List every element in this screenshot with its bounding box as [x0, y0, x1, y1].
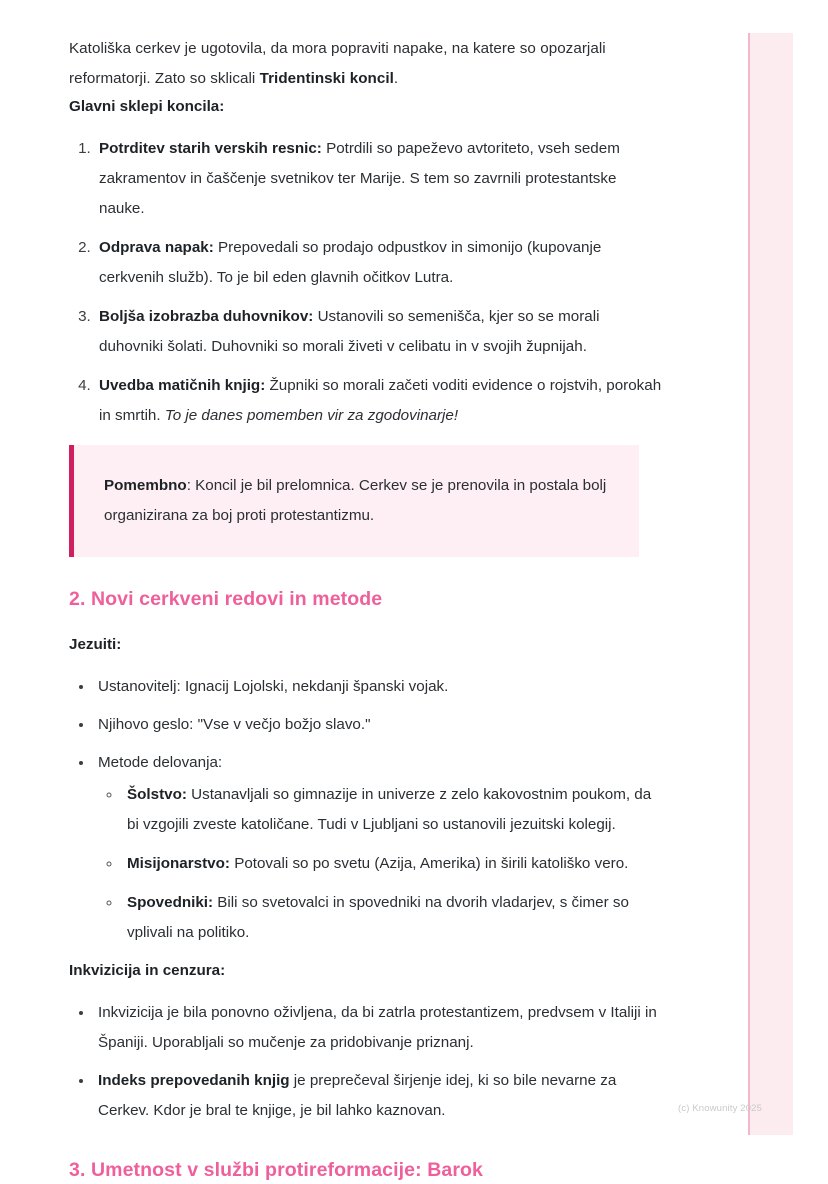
list-item-text: Potrdili so papeževo avtoriteto, vseh sedem zakramentov in čaščenje svetnikov ter Marije. S tem so zavrnili protestantske nauke. — [99, 140, 620, 217]
jesuit-methods-sublist — [98, 780, 663, 948]
callout-text: : Koncil je bil prelomnica. Cerkev se je prenovila in postala bolj organizirana za boj proti protestantizmu. — [104, 477, 607, 524]
list-item-text: Metode delovanja: — [98, 754, 223, 771]
list-item — [95, 371, 663, 431]
callout-paragraph — [104, 471, 609, 531]
list-item — [95, 302, 663, 362]
council-subheading: Glavni sklepi koncila: — [69, 98, 225, 115]
list-item — [94, 672, 663, 702]
section-heading-2: 2. Novi cerkveni redovi in metode — [69, 588, 383, 610]
copyright-watermark: (c) Knowunity 2025 — [678, 1103, 763, 1114]
list-item-term: Spovedniki: — [127, 894, 214, 911]
list-item-text: Ustanovili so semenišča, kjer so se morali duhovniki šolati. Duhovniki so morali živeti v celibatu in v svojih župnijah. — [99, 308, 600, 355]
list-item — [94, 1066, 663, 1126]
list-item-term: Šolstvo: — [127, 786, 187, 803]
list-item-text: Župniki so morali začeti voditi evidence o rojstvih, porokah in smrtih. — [99, 377, 662, 424]
list-item — [94, 710, 663, 740]
inquisition-subheading: Inkvizicija in cenzura: — [69, 962, 226, 979]
list-item-term: Indeks prepovedanih knjig — [98, 1072, 290, 1089]
list-item-term: Uvedba matičnih knjig: — [99, 377, 266, 394]
list-item-term: Odprava napak: — [99, 239, 214, 256]
list-item — [95, 134, 663, 224]
lead-paragraph-text-after: . — [393, 70, 399, 87]
page-edge-decoration — [748, 33, 793, 1135]
council-resolutions-list — [69, 134, 663, 431]
list-item-text: Potovali so po svetu (Azija, Amerika) in širili katoliško vero. — [229, 855, 629, 872]
list-item — [94, 998, 663, 1058]
lead-paragraph-text-before: Katoliška cerkev je ugotovila, da mora popraviti napake, na katere so opozarjali reformatorji. Zato so sklicali — [69, 40, 606, 87]
list-item-term: Misijonarstvo: — [127, 855, 230, 872]
list-item-text: je preprečeval širjenje idej, ki so bile nevarne za Cerkev. Kdor je bral te knjige, je bil lahko kaznovan. — [98, 1072, 617, 1119]
list-item-text: Prepovedali so prodajo odpustkov in simonijo (kupovanje cerkvenih služb). To je bil eden glavnih očitkov Lutra. — [99, 239, 602, 286]
list-item-text: Inkvizicija je bila ponovno oživljena, da bi zatrla protestantizem, predvsem v Italiji in Španiji. Uporabljali so mučenje za pridobivanje priznanj. — [98, 1004, 657, 1051]
list-item-emphasis: To je danes pomemben vir za zgodovinarje! — [164, 407, 459, 424]
section-heading-3: 3. Umetnost v službi protireformacije: Barok — [69, 1159, 483, 1181]
jesuits-subheading: Jezuiti: — [69, 636, 122, 653]
list-item — [94, 748, 663, 948]
list-item — [122, 780, 663, 840]
inquisition-bullet-list — [69, 998, 663, 1126]
lead-paragraph — [69, 34, 637, 94]
important-callout — [69, 445, 639, 557]
list-item — [122, 888, 663, 948]
list-item-term: Boljša izobrazba duhovnikov: — [99, 308, 314, 325]
list-item-text: Ustanavljali so gimnazije in univerze z zelo kakovostnim poukom, da bi vzgojili zveste katoličane. Tudi v Ljubljani so ustanovili jezuitski kolegij. — [127, 786, 652, 833]
list-item-text: Ustanovitelj: Ignacij Lojolski, nekdanji španski vojak. — [98, 678, 449, 695]
callout-label: Pomembno — [104, 477, 187, 494]
list-item-term: Potrditev starih verskih resnic: — [99, 140, 322, 157]
jesuits-bullet-list — [69, 672, 663, 948]
list-item-text: Njihovo geslo: "Vse v večjo božjo slavo." — [98, 716, 371, 733]
lead-paragraph-bold-term: Tridentinski koncil — [259, 70, 394, 87]
list-item-text: Bili so svetovalci in spovedniki na dvorih vladarjev, s čimer so vplivali na politiko. — [127, 894, 629, 941]
list-item — [122, 849, 663, 879]
list-item — [95, 233, 663, 293]
